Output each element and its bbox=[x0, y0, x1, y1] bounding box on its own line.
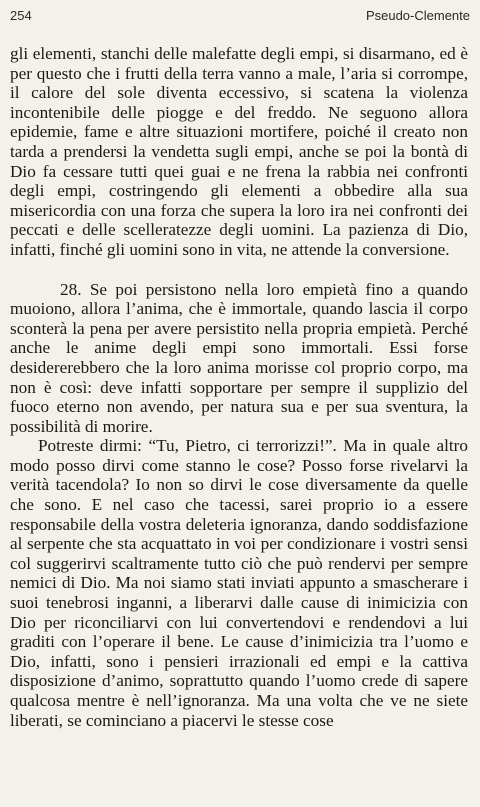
paragraph-continued: gli elementi, stanchi delle malefatte degli empi, si disarmano, ed è per questo che i frutti della terra vanno a male, l’aria si corrompe, il calore del sole diventa eccessivo, si scatena la violenza incontenibile delle piogge e del freddo. Ne seguono allora epidemie, fame e altre situazioni mortifere, poiché il creato non tarda a prendersi la vendetta sugli empi, anche se poi la bontà di Dio fa cessare tutti quei guai e ne frena la rabbia nei confronti degli empi, costringendo gli elementi a obbedire alla sua misericordia con una forza che supera la loro ira nei confronti dei peccati e delle scelleratezze degli uomini. La pazienza di Dio, infatti, finché gli uomini sono in vita, ne attende la conversione. bbox=[10, 44, 468, 259]
page-body-text bbox=[10, 44, 468, 730]
paragraph-potreste: Potreste dirmi: “Tu, Pietro, ci terrorizzi!”. Ma in quale altro modo posso dirvi come stanno le cose? Posso forse rivelarvi la verità tacendola? Io non so dirvi le cose diversamente da quelle che sono. E nel caso che tacessi, sarei proprio io a essere responsabile della vostra deleteria ignoranza, dando soddisfazione al serpente che sta acquattato in voi per condizionare i vostri sensi col suggerirvi scaltramente tutto ciò che può rendervi per sempre nemici di Dio. Ma noi siamo stati inviati appunto a smascherare i suoi tenebrosi inganni, a liberarvi dalle cause di inimicizia con Dio per riconciliarvi con lui convertendovi e rendendovi a lui graditi con l’operare il bene. Le cause d’inimicizia tra l’uomo e Dio, infatti, sono i pensieri irrazionali ed empi e la cattiva disposizione d’animo, soprattutto quando l’uomo crede di sapere qualcosa mentre è nell’ignoranza. Ma una volta che ve ne siete liberati, se cominciano a piacervi le stesse cose bbox=[10, 436, 468, 730]
page-number: 254 bbox=[10, 8, 32, 23]
running-head: Pseudo-Clemente bbox=[365, 8, 470, 23]
page-header bbox=[10, 8, 470, 26]
paragraph-section-28: 28. Se poi persistono nella loro empietà fino a quando muoiono, allora l’anima, che è immortale, quando lascia il corpo sconterà la pena per avere persistito nella propria empietà. Perché anche le anime degli empi sono immortali. Essi forse desidererebbero che la loro anima morisse col proprio corpo, ma non è così: deve infatti sopportare per sempre il supplizio del fuoco eterno non avendo, per natura sua e per sua sventura, la possibilità di morire. bbox=[10, 279, 468, 436]
